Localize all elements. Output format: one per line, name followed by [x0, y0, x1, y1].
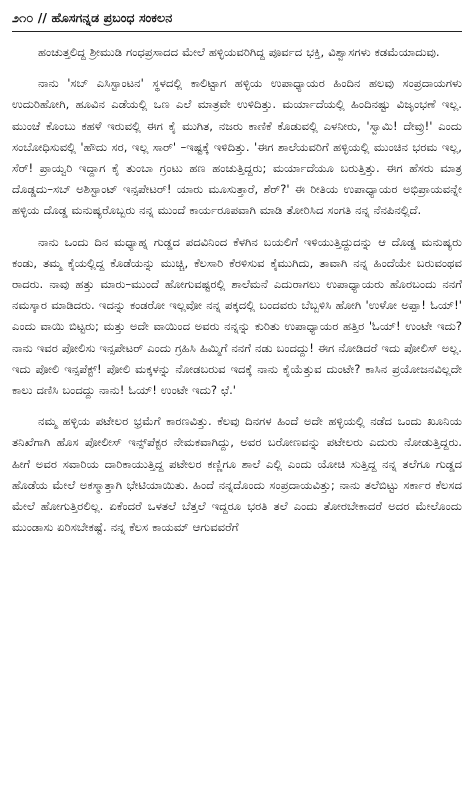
running-head — [12, 0, 462, 26]
paragraph-gap — [12, 401, 462, 411]
paragraph-3: ನಾನು ಒಂದು ದಿನ ಮಧ್ಯಾಹ್ನ ಗುಡ್ಡದ ಪದವಿನಿಂದ ಕೆಳಗಿನ ಬಯಲಿಗೆ ಇಳಿಯುತ್ತಿದ್ದುದನ್ನು ಆ ದೊಡ್ಡ ಮನುಷ್ಯರು ಕಂಡು, ತಮ್ಮ ಕೈಯಲ್ಲಿದ್ದ ಕೊಡೆಯನ್ನು ಮುಚ್ಚಿ, ಕೆಲಸಾರಿ ಕೆರಳಿಸುವ ಕೈಮುಗಿದು, ತಾವಾಗಿ ನನ್ನ ಹಿಂದೆಯೇ ಬರುವಂಥವ ರಾದರು. ನಾವು ಹತ್ತು ಮಾರು–ಮುಂದೆ ಹೋಗುವಷ್ಟರಲ್ಲಿ ಶಾಲೆಮನೆ ಎದುರಾಗಲು ಉಪಾಧ್ಯಾಯರು ಹೊರಬಂದು ನನಗೆ ನಮಸ್ಕಾರ ಮಾಡಿದರು. ಇದನ್ನು ಕಂಡರೋ ಇಲ್ಲವೋ ನನ್ನ ಪಕ್ಕದಲ್ಲಿ ಬಂದವರು ಬೆಬ್ಬಳಿಸಿ ಹೋಗಿ 'ಉಳೋ ಅಪ್ಪಾ! ಓಯ್!' ಎಂದು ವಾಯಿ ಬಿಟ್ಟರು; ಮತ್ತು ಅದೇ ವಾಯಿಂದ ಅವರು ನನ್ನನ್ನು ಕುರಿತು ಉಪಾಧ್ಯಾಯರ ಹತ್ತಿರ 'ಓಯ್! ಉಂಟೇ ಇದು? ನಾನು ಇವರ ಪೋಲಿಸು ಇನ್ಸಪೇಟರ್ ಎಂದು ಗ್ರಹಿಸಿ ಹಿಮ್ಮಿಗೆ ನನಗೆ ನಡು ಬಂದದ್ದು! ಈಗ ನೋಡಿದರೆ ಇದು ಪೋಲಿಸ್ ಅಲ್ಲ. ಇದು ಪೋಲಿ ಇನ್ಸಪೆಕ್ಟ್! ಪೋಲಿ ಮಕ್ಕಳನ್ನು ನೋಡಬರುವ ಇದಕ್ಕೆ ನಾನು ಕೈಯೆತ್ತುವ ದುಂಟೇ? ಕಾಸಿನ ಪ್ರಯೋಜನವಿಲ್ಲದೇ ಕಾಲು ದಣಿಸಿ ಬಂದದ್ದು ನಾನು! ಓಯ್! ಉಂಟೇ ಇದು? ಛೆ.' — [12, 234, 462, 398]
paragraph-gap — [12, 222, 462, 232]
header-rule — [12, 31, 462, 32]
paragraph-4: ನಮ್ಮ ಹಳ್ಳಿಯ ಪಟೇಲರ ಭ್ರಮೆಗೆ ಕಾರಣವಿತ್ತು. ಕೆಲವು ದಿನಗಳ ಹಿಂದೆ ಅದೇ ಹಳ್ಳಿಯಲ್ಲಿ ನಡೆದ ಒಂದು ಖೂನಿಯ ತನಿಖೆಗಾಗಿ ಹೊಸ ಪೋಲೀಸ್ ಇನ್ಸ್‌ಪೆಕ್ಟರ ನೇಮಕವಾಗಿದ್ದು, ಅವರ ಬರೋಣವನ್ನು ಪಟೇಲರು ಎದುರು ನೋಡುತ್ತಿದ್ದರು. ಹೀಗೆ ಅವರ ಸವಾರಿಯ ದಾರಿಕಾಯುತ್ತಿದ್ದ ಪಟೇಲರ ಕಣ್ಣಿಗೂ ಶಾಲೆ ಎಲ್ಲಿ ಎಂದು ಯೋಚಿ ಸುತ್ತಿದ್ದ ನನ್ನ ತಲೆಗೂ ಗುಡ್ಡದ ಹೊಡೆಯ ಮೇಲೆ ಅಕಸ್ಮಾತ್ತಾಗಿ ಭೇಟಿಯಾಯಿತು. ಹಿಂದೆ ನನ್ನದೊಂದು ಸಂಪ್ರದಾಯವಿತ್ತು; ನಾನು ತಲೆಬಿಟ್ಟು ಸರ್ಕಾರ ಕೆಲಸದ ಮೇಲೆ ಹೋಗುತ್ತಿರಲಿಲ್ಲ. ಏಕೆಂದರೆ ಒಳತಲೆ ಬೆತ್ತಲೆ ಇದ್ದರೂ ಭರತಿ ತಲೆ ಎಂದು ತೋರಬೇಕಾದರೆ ಅದರ ಮೇಲೊಂದು ಮುಂಡಾಸು ಏರಿಸಬೇಕಷ್ಟೆ. ನನ್ನ ಕೆಲಸ ಕಾಯಮ್ ಆಗುವವರೆಗೆ — [12, 414, 462, 535]
paragraph-2: ನಾನು 'ಸಬ್ ಎಸಿಸ್ಟಾಂಟನ' ಸ್ಥಳದಲ್ಲಿ ಕಾಲಿಟ್ಟಾಗ ಹಳ್ಳಿಯ ಉಪಾಧ್ಯಾಯರ ಹಿಂದಿನ ಹಲವು ಸಂಪ್ರದಾಯಗಳು ಉದುರಿಹೋಗಿ, ಹೂವಿನ ಎಡೆಯಲ್ಲಿ ಒಣ ಎಲೆ ಮಾತ್ರವೇ ಉಳಿದಿತ್ತು. ಮರ್ಯಾದೆಯಲ್ಲಿ ಹಿಂದಿನಷ್ಟು ವಿಜೃಂಭಣೆ ಇಲ್ಲ. ಮುಂಚೆ ಕೊಂಬು ಕಹಳೆ ಇರುವಲ್ಲಿ ಈಗ ಕೈ ಮುಗಿತ, ನಜರು ಕಾಣಿಕೆ ಕೊಡುವಲ್ಲಿ ಎಳನೀರು, 'ಸ್ವಾಮಿ! ದೇವ್ರು!' ಎಂದು ಸಂಬೋಧಿಸುವಲ್ಲಿ 'ಹೌದು ಸರ, ಇಲ್ಲ ಸಾರ್' –ಇಷ್ಟಕ್ಕೆ ಇಳಿದಿತ್ತು. 'ಈಗ ಶಾಲೆಯವರಿಗೆ ಹಳ್ಳಿಯಲ್ಲಿ ಮುಂಚಿನ ಭರಮ ಇಲ್ಲ, ಸೆರ್! ಪ್ರಾಯ್ವರಿ ಇದ್ದಾಗ ಕೈ ತುಂಬಾ ಗ್ರಂಟು ಹಣ ಹಂಚುತ್ತಿದ್ದರು; ಮರ್ಯಾದೆಯೂ ಬರುತ್ತಿತ್ತು. ಈಗ ಹೆಸರು ಮಾತ್ರ ದೊಡ್ಡದು–ಸಬ್ ಅಶಿಸ್ಟಾಂಟ್ ಇನ್ಸಪೇಟರ್! ಯಾರು ಮೂಸುತ್ತಾರೆ, ಶೆರ್?' ಈ ರೀತಿಯ ಉಪಾಧ್ಯಾಯರ ಅಭಿಪ್ರಾಯವನ್ನೇ ಹಳ್ಳಿಯ ದೊಡ್ಡ ಮನುಷ್ಯರೊಬ್ಬರು ನನ್ನ ಮುಂದೆ ಕಾರ್ಯರೂಪವಾಗಿ ಮಾಡಿ ತೋರಿಸಿದ ಸಂಗತಿ ನನ್ನ ನೆನಪಿನಲ್ಲಿದೆ. — [12, 76, 462, 218]
paragraph-1: ಹಂಚುತ್ತಲಿದ್ದ ಶ್ರೀಮುಡಿ ಗಂಧಪ್ರಸಾದದ ಮೇಲೆ ಹಳ್ಳಿಯವರಿಗಿದ್ದ ಪೂರ್ವದ ಭಕ್ತಿ, ವಿಶ್ವಾಸಗಳು ಕಡಮೆಯಾದುವು. — [38, 45, 440, 59]
paragraph-gap — [12, 63, 462, 73]
running-head-text: ೨೧೦ // ಹೊಸಗನ್ನಡ ಪ್ರಬಂಧ ಸಂಕಲನ — [12, 10, 173, 25]
